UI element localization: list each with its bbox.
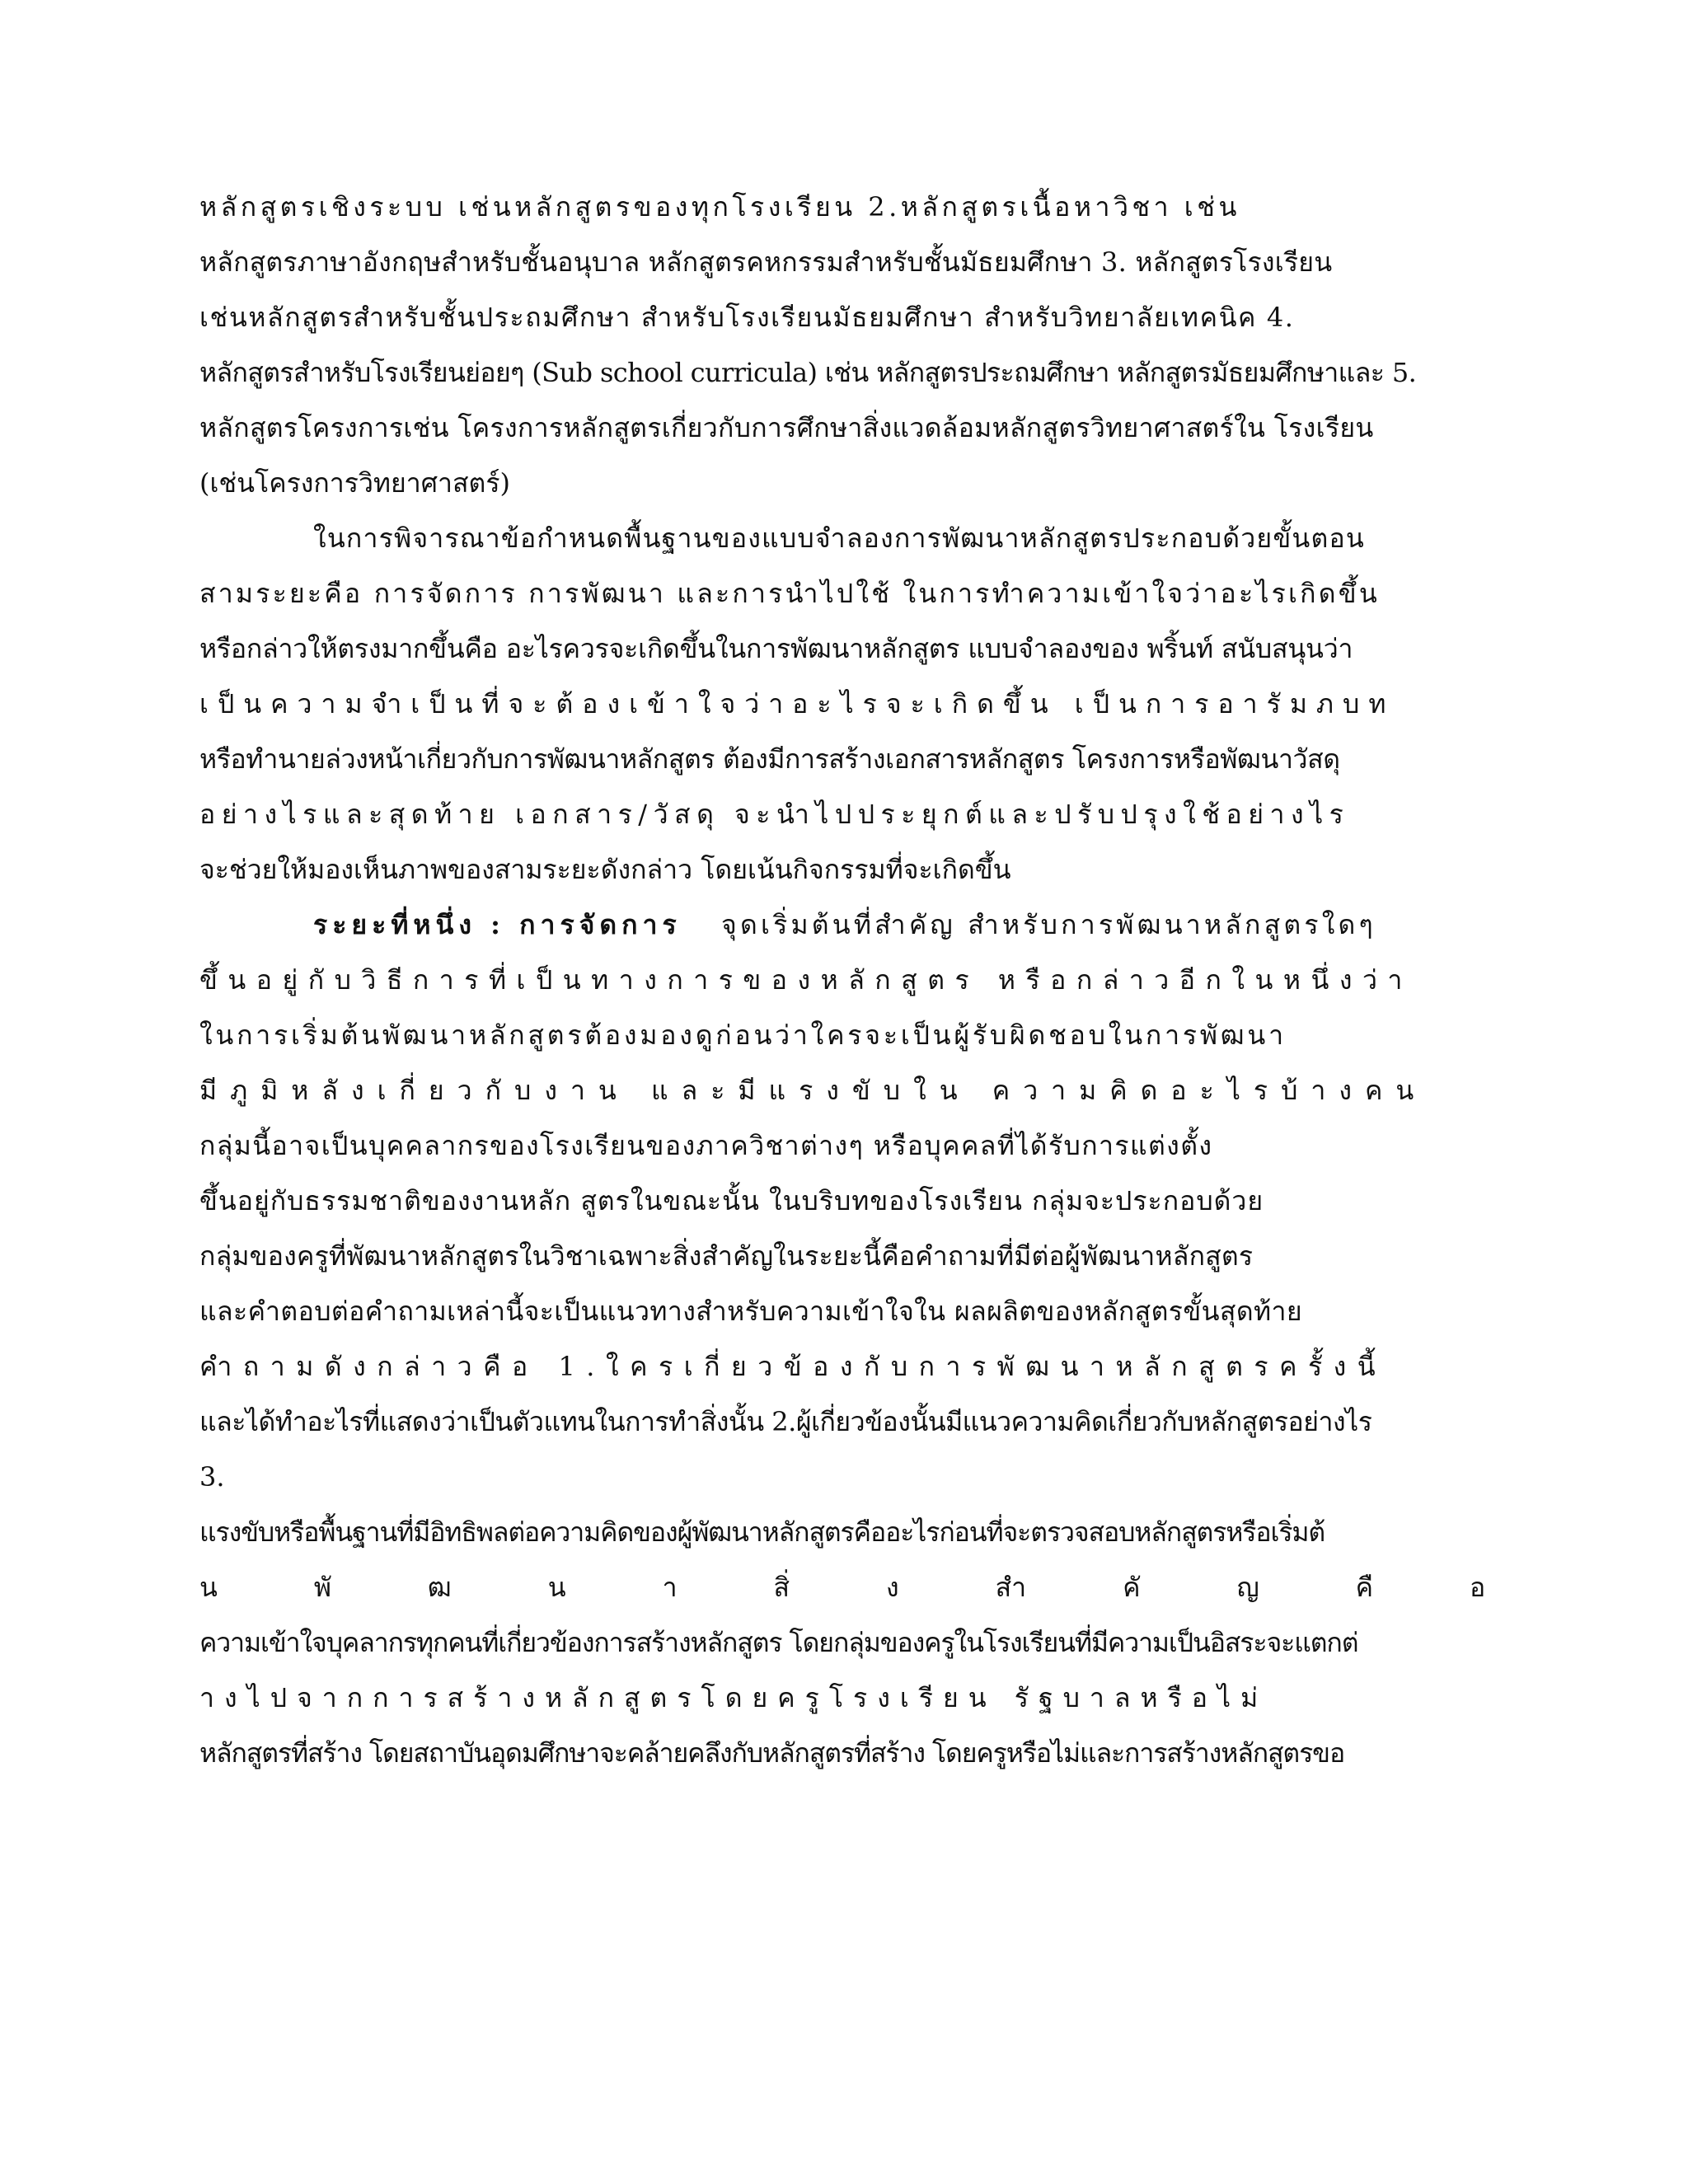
text-line-16: ในการเริ่มต้นพัฒนาหลักสูตรต้องมองดูก่อนว่าใครจะเป็นผู้รับผิดชอบในการพัฒนา xyxy=(199,1019,1287,1051)
text-line-6: (เช่นโครงการวิทยาศาสตร์) xyxy=(199,467,510,499)
text-line-5: หลักสูตรโครงการเช่น โครงการหลักสูตรเกี่ยวกับการศึกษาสิ่งแวดล้อมหลักสูตรวิทยาศาสตร์ใน โรงเรียน xyxy=(199,412,1374,443)
text-line-18: กลุ่มนี้อาจเป็นบุคคลากรของโรงเรียนของภาควิชาต่างๆ หรือบุคคลที่ได้รับการแต่งตั้ง xyxy=(199,1130,1213,1161)
phase-one-line xyxy=(313,908,1489,941)
text-line-19: ขึ้นอยู่กับธรรมชาติของงานหลัก สูตรในขณะนั้น ในบริบทของโรงเรียน กลุ่มจะประกอบด้วย xyxy=(199,1185,1264,1216)
text-line-24: 3. xyxy=(199,1461,225,1493)
text-line-10: เป็นความจำเป็นที่จะต้องเข้าใจว่าอะไรจะเกิดขึ้น เป็นการอารัมภบท xyxy=(199,688,1395,719)
text-line-27: ความเข้าใจบุคลากรทุกคนที่เกี่ยวข้องการสร้างหลักสูตร โดยกลุ่มของครูในโรงเรียนที่มีความเป็นอิสระจะแตกต่ xyxy=(199,1627,1358,1658)
text-line-7: ในการพิจารณาข้อกำหนดพื้นฐานของแบบจำลองการพัฒนาหลักสูตรประกอบด้วยขั้นตอน xyxy=(313,523,1365,554)
phase-one-intro: จุดเริ่มต้นที่สำคัญ สำหรับการพัฒนาหลักสูตรใดๆ xyxy=(721,909,1376,940)
text-line-25: แรงขับหรือพื้นฐานที่มีอิทธิพลต่อความคิดของผู้พัฒนาหลักสูตรคืออะไรก่อนที่จะตรวจสอบหลักสูตรหรือเริ่มต้ xyxy=(199,1516,1325,1548)
text-line-23: และได้ทำอะไรที่แสดงว่าเป็นตัวแทนในการทำสิ่งนั้น 2.ผู้เกี่ยวข้องนั้นมีแนวความคิดเกี่ยวกับหลักสูตรอย่างไร xyxy=(199,1406,1372,1437)
text-line-1: หลักสูตรเชิงระบบ เช่นหลักสูตรของทุกโรงเรียน 2.หลักสูตรเนื้อหาวิชา เช่น xyxy=(199,191,1240,223)
text-line-11: หรือทำนายล่วงหน้าเกี่ยวกับการพัฒนาหลักสูตร ต้องมีการสร้างเอกสารหลักสูตร โครงการหรือพัฒนาวัสดุ xyxy=(199,743,1340,775)
text-line-9: หรือกล่าวให้ตรงมากขึ้นคือ อะไรควรจะเกิดขึ้นในการพัฒนาหลักสูตร แบบจำลองของ พริ้นท์ สนับสนุนว่า xyxy=(199,633,1353,664)
text-line-29: หลักสูตรที่สร้าง โดยสถาบันอุดมศึกษาจะคล้ายคลึงกับหลักสูตรที่สร้าง โดยครูหรือไม่และการสร้างหลักสูตรขอ xyxy=(199,1737,1345,1769)
text-line-20: กลุ่มของครูที่พัฒนาหลักสูตรในวิชาเฉพาะสิ่งสำคัญในระยะนี้คือคำถามที่มีต่อผู้พัฒนาหลักสูตร xyxy=(199,1240,1254,1272)
text-line-12: อย่างไรและสุดท้าย เอกสาร/วัสดุ จะนำไปประยุกต์และปรับปรุงใช้อย่างไร xyxy=(199,799,1350,830)
text-line-8: สามระยะคือ การจัดการ การพัฒนา และการนำไปใช้ ในการทำความเข้าใจว่าอะไรเกิดขึ้น xyxy=(199,578,1380,609)
text-line-3: เช่นหลักสูตรสำหรับชั้นประถมศึกษา สำหรับโรงเรียนมัธยมศึกษา สำหรับวิทยาลัยเทคนิค 4. xyxy=(199,302,1295,333)
text-line-22: คำถามดังกล่าวคือ 1.ใครเกี่ยวข้องกับการพัฒนาหลักสูตรครั้งนี้ xyxy=(199,1351,1387,1382)
text-line-2: หลักสูตรภาษาอังกฤษสำหรับชั้นอนุบาล หลักสูตรคหกรรมสำหรับชั้นมัธยมศึกษา 3. หลักสูตรโรงเรียน xyxy=(199,246,1333,278)
text-line-26: น พั ฒ น า สิ่ ง สำ คั ญ คื อ xyxy=(199,1572,1461,1603)
text-line-4: หลักสูตรสำหรับโรงเรียนย่อยๆ (Sub school curricula) เช่น หลักสูตรประถมศึกษา หลักสูตรมัธยมศึกษาและ 5. xyxy=(199,357,1417,388)
phase-one-heading: ระยะที่หนึ่ง : การจัดการ xyxy=(313,909,682,940)
text-line-28: างไปจากการสร้างหลักสูตรโดยครูโรงเรียน รัฐบาลหรือไม่ xyxy=(199,1682,1268,1713)
text-line-13: จะช่วยให้มองเห็นภาพของสามระยะดังกล่าว โดยเน้นกิจกรรมที่จะเกิดขึ้น xyxy=(199,854,1011,885)
text-line-15: ขึ้นอยู่กับวิธีการที่เป็นทางการของหลักสูตร หรือกล่าวอีกในหนึ่งว่า xyxy=(199,964,1413,996)
text-line-21: และคำตอบต่อคำถามเหล่านี้จะเป็นแนวทางสำหรับความเข้าใจใน ผลผลิตของหลักสูตรขั้นสุดท้าย xyxy=(199,1296,1303,1327)
text-line-17: มีภูมิหลังเกี่ยวกับงาน และมีแรงขับใน ความคิดอะไรบ้างคน xyxy=(199,1075,1428,1106)
